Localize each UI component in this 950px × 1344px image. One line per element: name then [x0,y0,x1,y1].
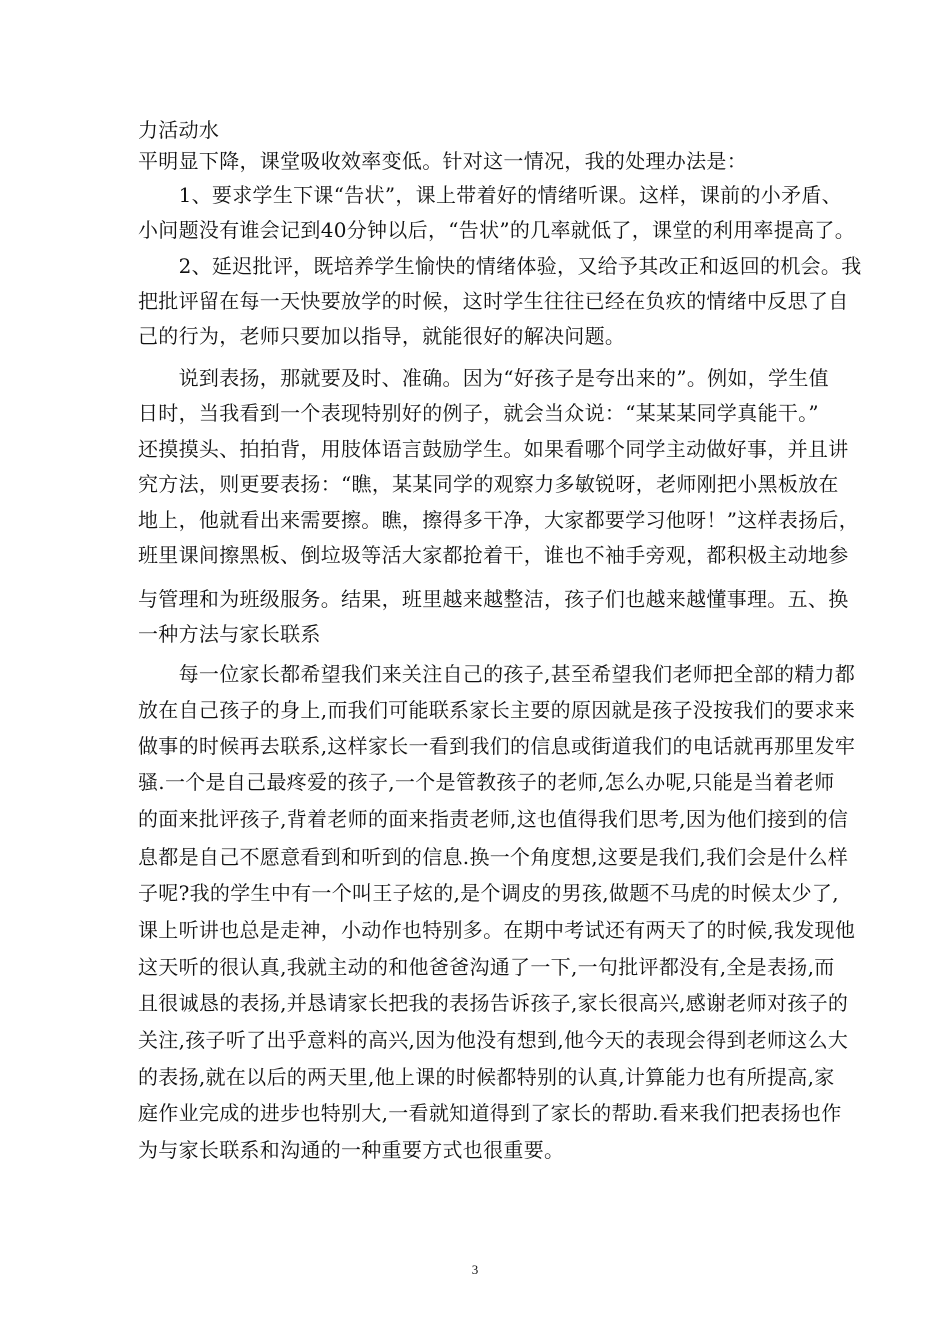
text-line: 骚.一个是自己最疼爱的孩子,一个是管教孩子的老师,怎么办呢,只能是当着老师 [138,770,835,794]
text-line: 平明显下降，课堂吸收效率变低。针对这一情况，我的处理办法是： [138,149,747,173]
text-line: 的表扬,就在以后的两天里,他上课的时候都特别的认真,计算能力也有所提高,家 [138,1065,835,1089]
text-line: 关注,孩子听了出乎意料的高兴,因为他没有想到,他今天的表现会得到老师这么大 [138,1028,849,1052]
text-line: 班里课间擦黑板、倒垃圾等活大家都抢着干，谁也不袖手旁观，都积极主动地参 [138,543,849,567]
text-line: 地上，他就看出来需要擦。瞧，擦得多干净，大家都要学习他呀！”这样表扬后， [138,508,860,532]
text-line: 庭作业完成的进步也特别大,一看就知道得到了家长的帮助.看来我们把表扬也作 [138,1101,842,1125]
text-line: 子呢?我的学生中有一个叫王子炫的,是个调皮的男孩,做题不马虎的时候太少了, [138,881,839,905]
text-line: 说到表扬，那就要及时、准确。因为“好孩子是夸出来的”。例如，学生值 [138,366,829,390]
text-line: 课上听讲也总是走神，小动作也特别多。在期中考试还有两天了的时候,我发现他 [138,918,856,942]
text-line: 这天听的很认真,我就主动的和他爸爸沟通了一下,一句批评都没有,全是表扬,而 [138,955,835,979]
text-line: 把批评留在每一天快要放学的时候，这时学生往往已经在负疚的情绪中反思了自 [138,289,849,313]
text-line: 究方法，则更要表扬：“瞧，某某同学的观察力多敏锐呀，老师刚把小黑板放在 [138,472,839,496]
text-line: 还摸摸头、拍拍背，用肢体语言鼓励学生。如果看哪个同学主动做好事，并且讲 [138,437,849,461]
text-line: 且很诚恳的表扬,并恳请家长把我的表扬告诉孩子,家长很高兴,感谢老师对孩子的 [138,991,849,1015]
text-line: 与管理和为班级服务。结果，班里越来越整洁，孩子们也越来越懂事理。五、换 [138,587,849,611]
text-line: 1、要求学生下课“告状”，课上带着好的情绪听课。这样，课前的小矛盾、 [138,183,842,207]
text-line: 己的行为，老师只要加以指导，就能很好的解决问题。 [138,324,626,348]
text-line: 的面来批评孩子,背着老师的面来指责老师,这也值得我们思考,因为他们接到的信 [138,807,849,831]
text-line: 放在自己孩子的身上,而我们可能联系家长主要的原因就是孩子没按我们的要求来 [138,698,856,722]
text-line: 小问题没有谁会记到40分钟以后，“告状”的几率就低了，课堂的利用率提高了。 [138,218,855,242]
text-line: 一种方法与家长联系 [138,622,321,646]
text-line: 力活动水 [138,118,220,142]
text-line: 日时，当我看到一个表现特别好的例子，就会当众说：“某某某同学真能干。” [138,401,819,425]
text-line: 2、延迟批评，既培养学生愉快的情绪体验，又给予其改正和返回的机会。我 [138,254,862,278]
text-line: 做事的时候再去联系,这样家长一看到我们的信息或街道我们的电话就再那里发牢 [138,734,856,758]
page-number: 3 [471,1262,479,1277]
text-line: 每一位家长都希望我们来关注自己的孩子,甚至希望我们老师把全部的精力都 [138,662,856,686]
text-line: 息都是自己不愿意看到和听到的信息.换一个角度想,这要是我们,我们会是什么样 [138,845,849,869]
text-line: 为与家长联系和沟通的一种重要方式也很重要。 [138,1138,565,1162]
